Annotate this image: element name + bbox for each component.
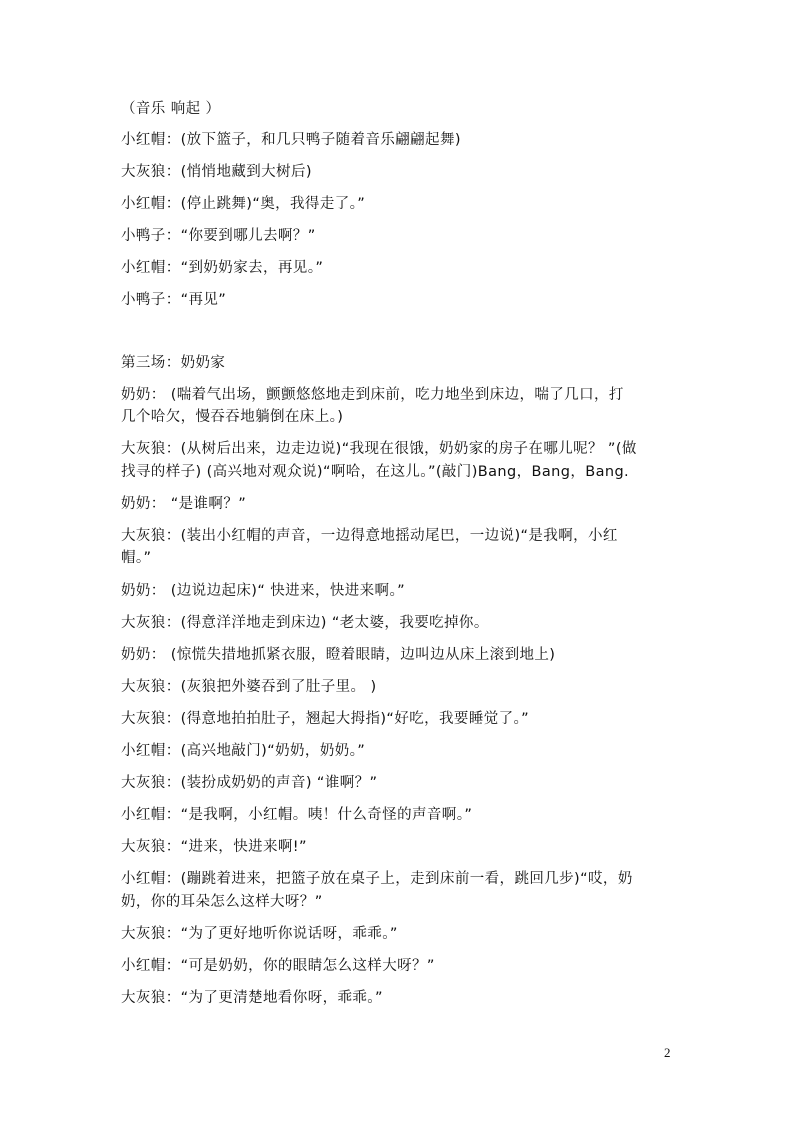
text-line: 大灰狼：(得意洋洋地走到床边) “老太婆，我要吃掉你。: [121, 615, 489, 631]
text-line: 小红帽：“是我啊，小红帽。咦！什么奇怪的声音啊。”: [121, 807, 473, 823]
text-line: 奶奶： “是谁啊？”: [121, 496, 247, 512]
text-line: 小红帽：“可是奶奶，你的眼睛怎么这样大呀？”: [121, 958, 435, 974]
text-line: （音乐 响起 ）: [121, 101, 221, 117]
text-line: 奶奶： (边说边起床)“ 快进来，快进来啊。”: [121, 583, 406, 599]
text-line: 奶，你的耳朵怎么这样大呀？”: [121, 894, 323, 910]
text-line: 找寻的样子) (高兴地对观众说)“啊哈，在这儿。”(敲门)Bang，Bang，Bang.: [121, 464, 630, 480]
text-line: 大灰狼：(从树后出来，边走边说)“我现在很饿，奶奶家的房子在哪儿呢？ ”(做: [121, 441, 637, 457]
text-line: 大灰狼：“为了更好地听你说话呀，乖乖。”: [121, 926, 398, 942]
text-line: 大灰狼：(灰狼把外婆吞到了肚子里。 ): [121, 679, 377, 695]
text-line: 大灰狼：“进来，快进来啊!”: [121, 839, 307, 855]
text-line: 小鸭子：“你要到哪儿去啊？”: [121, 228, 316, 244]
text-line: 小红帽：(蹦跳着进来，把篮子放在桌子上，走到床前一看，跳回几步)“哎，奶: [121, 871, 633, 887]
page-number: 2: [664, 1045, 671, 1060]
scene-heading: 第三场：奶奶家: [121, 355, 226, 371]
text-line: 帽。”: [121, 550, 152, 566]
text-line: 小红帽：(高兴地敲门)“奶奶，奶奶。”: [121, 743, 366, 759]
text-line: 奶奶： (喘着气出场，颤颤悠悠地走到床前，吃力地坐到床边，喘了几口，打: [121, 387, 624, 403]
text-line: 奶奶： (惊慌失措地抓紧衣服，瞪着眼睛，边叫边从床上滚到地上): [121, 647, 556, 663]
text-line: 小红帽：(停止跳舞)“奥，我得走了。”: [121, 196, 366, 212]
text-line: 几个哈欠，慢吞吞地躺倒在床上。): [121, 409, 344, 425]
text-line: 大灰狼：“为了更清楚地看你呀，乖乖。”: [121, 990, 383, 1006]
text-line: 大灰狼：(得意地拍拍肚子，翘起大拇指)“好吃，我要睡觉了。”: [121, 711, 530, 727]
text-line: 小红帽：(放下篮子，和几只鸭子随着音乐翩翩起舞): [121, 132, 461, 148]
text-line: 大灰狼：(装扮成奶奶的声音) “谁啊？”: [121, 775, 378, 791]
text-line: 大灰狼：(悄悄地藏到大树后): [121, 164, 312, 180]
text-line: 小鸭子：“再见”: [121, 292, 227, 308]
text-line: 小红帽：“到奶奶家去，再见。”: [121, 260, 324, 276]
text-line: 大灰狼：(装出小红帽的声音，一边得意地摇动尾巴，一边说)“是我啊，小红: [121, 528, 618, 544]
